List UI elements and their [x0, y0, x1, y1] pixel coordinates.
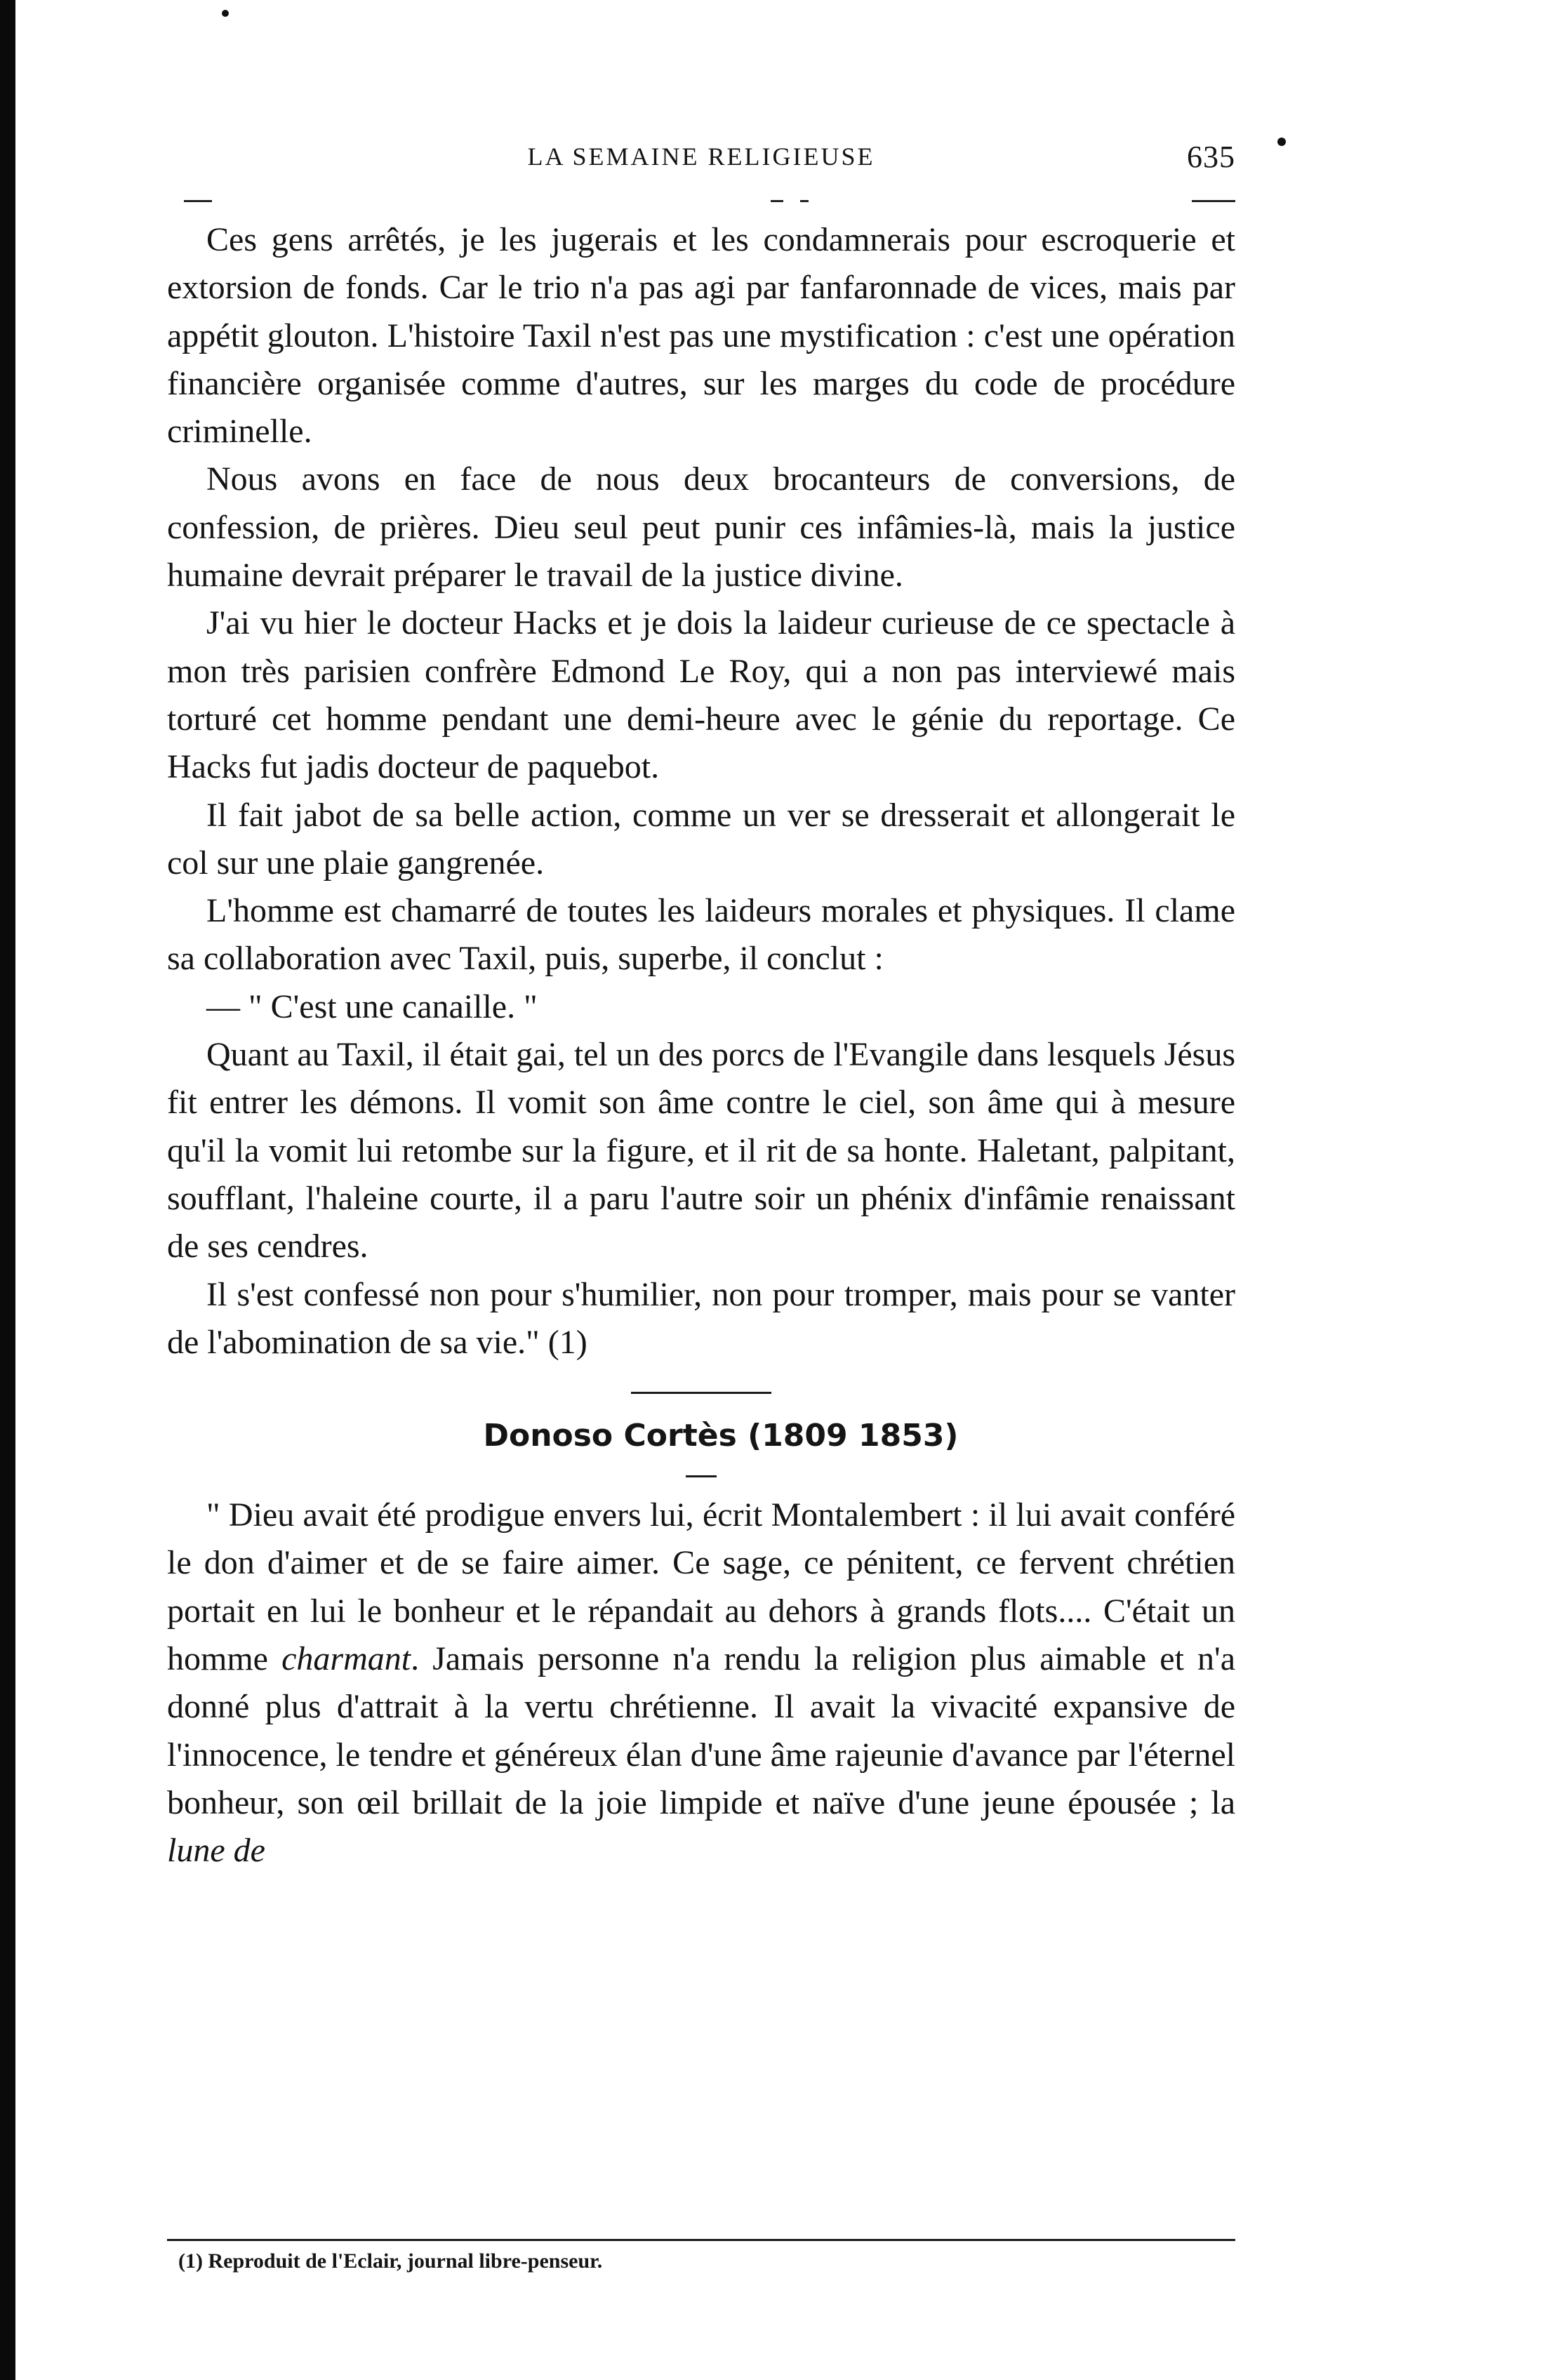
italic-tail: lune de	[167, 1832, 265, 1870]
paragraph: — " C'est une canaille. "	[206, 988, 538, 1025]
page	[167, 133, 1235, 2273]
section-text-cont: . Jamais personne n'a rendu la religion plus aimable et n'a donné plus d'attrait à la vertu chrétienne. Il avait la vivacité expansive de l'innocence, le tendre et généreux élan d'une âme rajeunie d'avance par l'éternel bonheur, son œil brillait de la joie limpide et naïve d'une jeune épousée ; la	[167, 1640, 1235, 1821]
paragraph: Il fait jabot de sa belle action, comme un ver se dresserait et allongerait le col sur une plaie gangrenée.	[167, 796, 1235, 882]
header-title: LA SEMAINE RELIGIEUSE	[527, 142, 875, 171]
section-divider	[631, 1392, 771, 1394]
paragraph-section	[167, 1491, 1235, 1875]
section-title: Donoso Cortès (1809 1853)	[483, 1418, 959, 1454]
paragraph: Il s'est confessé non pour s'humilier, non pour tromper, mais pour se vanter de l'abomination de sa vie." (1)	[167, 1275, 1235, 1361]
paragraph: Ces gens arrêtés, je les jugerais et les condamnerais pour escroquerie et extorsion de fonds. Car le trio n'a pas agi par fanfaronnade de vices, mais par appétit glouton. L'histoire Taxil n'est pas une mystification : c'est une opération financière organisée comme d'autres, sur les marges du code de procédure criminelle.	[167, 221, 1235, 451]
paragraph: J'ai vu hier le docteur Hacks et je dois la laideur curieuse de ce spectacle à mon très parisien confrère Edmond Le Roy, qui a non pas interviewé mais torturé cet homme pendant une demi-heure avec le génie du reportage. Ce Hacks fut jadis docteur de paquebot.	[167, 604, 1235, 786]
paragraph: Quant au Taxil, il était gai, tel un des porcs de l'Evangile dans lesquels Jésus fit entrer les démons. Il vomit son âme contre le ciel, son âme qui à mesure qu'il la vomit lui retombe sur la figure, et il rit de sa honte. Haletant, palpitant, soufflant, l'haleine courte, il a paru l'autre soir un phénix d'infâmie renaissant de ses cendres.	[167, 1036, 1235, 1265]
scan-speck	[222, 10, 229, 17]
paragraph: L'homme est chamarré de toutes les laideurs morales et physiques. Il clame sa collaboration avec Taxil, puis, superbe, il conclut :	[167, 892, 1235, 978]
scan-edge	[0, 0, 15, 2380]
section-divider-short	[686, 1475, 717, 1477]
page-number: 635	[1187, 140, 1235, 174]
scan-speck	[1277, 138, 1286, 146]
paragraph: Nous avons en face de nous deux brocanteurs de conversions, de confession, de prières. Dieu seul peut punir ces infâmies-là, mais la justice humaine devrait préparer le travail de la justice divine.	[167, 460, 1235, 594]
section-text: " Dieu avait été prodigue envers lui, écrit Montalembert : il lui avait conféré le don d'aimer et de se faire aimer. Ce sage, ce pénitent, ce fervent chrétien portait en lui le bonheur et le répandait au dehors à grands flots.... C'était un homme	[167, 1496, 1235, 1678]
running-header	[167, 133, 1235, 182]
footnote: (1) Reproduit de l'Eclair, journal libre-penseur.	[178, 2249, 603, 2273]
header-rule	[167, 200, 1235, 202]
footnote-rule	[167, 2239, 1235, 2241]
italic-word: charmant	[281, 1640, 411, 1678]
body-text	[167, 216, 1235, 1875]
